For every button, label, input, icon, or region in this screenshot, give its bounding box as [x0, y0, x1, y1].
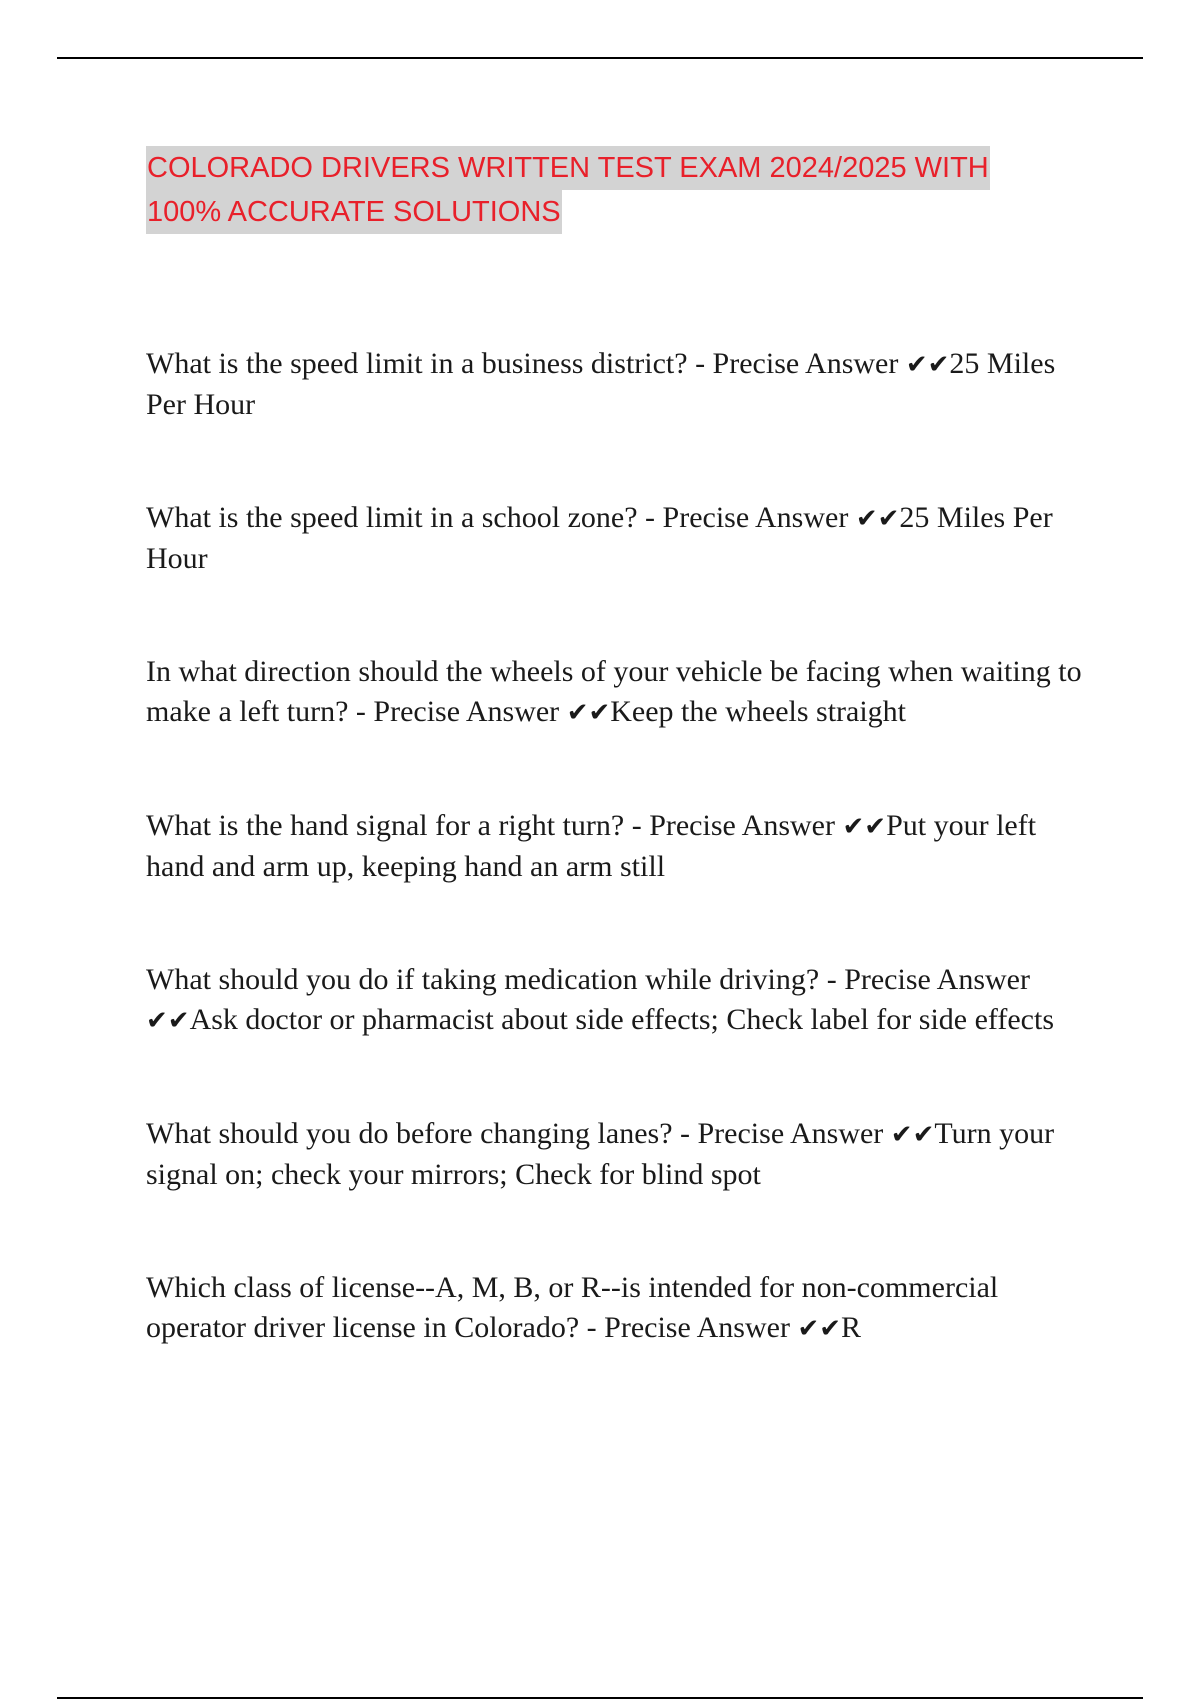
title-line-2: 100% ACCURATE SOLUTIONS	[146, 190, 562, 234]
question-text: In what direction should the wheels of your vehicle be facing when waiting to make a left turn? - Precise Answer	[146, 655, 1082, 728]
answer-text: 25 Miles Per Hour	[146, 501, 1053, 575]
check-mark-icon: ✔✔	[842, 812, 887, 842]
qa-item-2	[146, 498, 1086, 579]
question-list	[146, 344, 1086, 1349]
answer-text: 25 Miles Per Hour	[146, 347, 1056, 421]
question-text: What is the speed limit in a business district? - Precise Answer	[146, 347, 906, 380]
title-line-1: COLORADO DRIVERS WRITTEN TEST EXAM 2024/2025 WITH	[146, 146, 990, 190]
check-mark-icon: ✔✔	[855, 504, 900, 534]
answer-text: Ask doctor or pharmacist about side effects; Check label for side effects	[189, 1003, 1055, 1036]
header-rule	[57, 57, 1143, 59]
question-text: What is the speed limit in a school zone? - Precise Answer	[146, 501, 856, 534]
answer-text: Keep the wheels straight	[610, 695, 907, 728]
qa-item-1	[146, 344, 1086, 425]
qa-item-4	[146, 806, 1086, 887]
qa-item-6	[146, 1114, 1086, 1195]
question-text: What is the hand signal for a right turn? - Precise Answer	[146, 809, 843, 842]
answer-text: Put your left hand and arm up, keeping hand an arm still	[146, 809, 1037, 883]
check-mark-icon: ✔✔	[797, 1314, 842, 1344]
document-title	[146, 146, 1046, 234]
qa-item-7	[146, 1268, 1086, 1349]
qa-item-3	[146, 652, 1086, 733]
qa-item-5	[146, 960, 1086, 1041]
check-mark-icon: ✔✔	[146, 1006, 190, 1036]
check-mark-icon: ✔✔	[566, 698, 611, 728]
question-text: What should you do if taking medication while driving? - Precise Answer	[146, 963, 1030, 996]
answer-text: Turn your signal on; check your mirrors; Check for blind spot	[146, 1117, 1055, 1191]
question-text: Which class of license--A, M, B, or R--is intended for non-commercial operator driver license in Colorado? - Precise Answer	[146, 1271, 999, 1344]
footer-rule	[57, 1697, 1143, 1699]
check-mark-icon: ✔✔	[905, 350, 950, 380]
answer-text: R	[841, 1311, 862, 1344]
check-mark-icon: ✔✔	[890, 1120, 935, 1150]
question-text: What should you do before changing lanes? - Precise Answer	[146, 1117, 891, 1150]
